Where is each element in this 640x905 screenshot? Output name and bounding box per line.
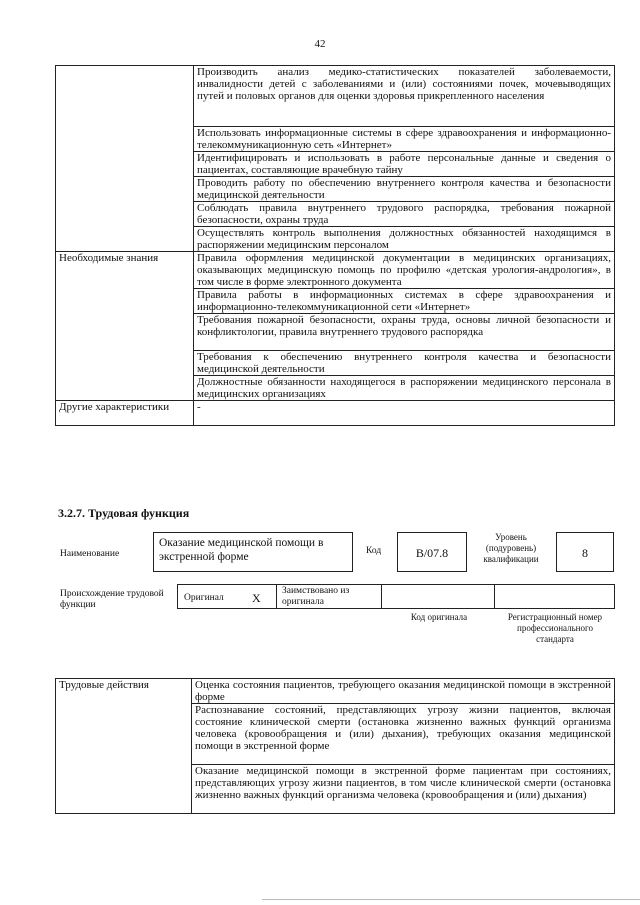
divider	[381, 584, 382, 609]
level-box: 8	[556, 532, 614, 572]
table-cell-right: Оказание медицинской помощи в экстренной форме пациентам при состояниях, представляющих угрозу жизни пациентов, в том числе клинической смерти (остановка жизненно важных функций организма человека (кровообращения и (или) дыхания)	[192, 765, 615, 814]
level-label: Уровень (подуровень) квалификации	[483, 532, 539, 564]
skills-knowledge-table	[55, 65, 615, 426]
table-cell-left	[56, 66, 194, 252]
table-cell-right: Оценка состояния пациентов, требующего оказания медицинской помощи в экстренной форме	[192, 679, 615, 704]
borrowed-label: Заимствовано из оригинала	[282, 586, 350, 607]
original-label: Оригинал	[184, 593, 224, 603]
table-cell-left: Необходимые знания	[56, 252, 194, 401]
table-cell-right: Правила работы в информационных системах в сфере здравоохранения и информационно-телекоммуникационной сети «Интернет»	[194, 289, 615, 314]
table-cell-right: Правила оформления медицинской документации в медицинских организациях, оказывающих медицинскую помощь по профилю «детская урология-андрология», в том числе в форме электронного документа	[194, 252, 615, 289]
table-cell-right: Соблюдать правила внутреннего трудового распорядка, требования пожарной безопасности, охраны труда	[194, 202, 615, 227]
table-row	[56, 679, 615, 704]
table-row	[56, 401, 615, 426]
table-cell-left: Трудовые действия	[56, 679, 192, 814]
function-name-box: Оказание медицинской помощи в экстренной форме	[153, 532, 353, 572]
table-cell-right: -	[194, 401, 615, 426]
section-title: 3.2.7. Трудовая функция	[58, 506, 190, 520]
origin-label: Происхождение трудовой функции	[60, 589, 164, 610]
code-label: Код	[366, 546, 382, 556]
reg-number-label: Регистрационный номер профессионального стандарта	[507, 612, 603, 644]
labor-actions-table	[55, 678, 615, 814]
table-cell-right: Требования к обеспечению внутреннего контроля качества и безопасности медицинской деятельности	[194, 351, 615, 376]
table-cell-right: Требования пожарной безопасности, охраны труда, основы личной безопасности и конфликтологии, правила внутреннего трудового распорядка	[194, 314, 615, 351]
code-original-label: Код оригинала	[410, 612, 468, 622]
table-cell-right: Производить анализ медико-статистических показателей заболеваемости, инвалидности детей с заболеваниями и (или) состояниями почек, мочевыводящих путей и половых органов для оценки здоровья прикрепленного населения	[194, 66, 615, 127]
table-cell-right: Распознавание состояний, представляющих угрозу жизни пациентов, включая состояние клинической смерти (остановка жизненно важных функций организма человека (кровообращения и (или) дыхания), требующих оказания медицинской помощи в экстренной форме	[192, 704, 615, 765]
table-cell-right: Идентифицировать и использовать в работе персональные данные и сведения о пациентах, составляющие врачебную тайну	[194, 152, 615, 177]
divider	[276, 584, 277, 609]
origin-row	[177, 584, 615, 609]
table-cell-left: Другие характеристики	[56, 401, 194, 426]
code-box: B/07.8	[397, 532, 467, 572]
name-label: Наименование	[60, 549, 120, 559]
table-cell-right: Проводить работу по обеспечению внутреннего контроля качества и безопасности медицинской деятельности	[194, 177, 615, 202]
table-row	[56, 66, 615, 127]
table-cell-right: Должностные обязанности находящегося в распоряжении медицинского персонала в медицинских организациях	[194, 376, 615, 401]
original-mark: X	[252, 591, 261, 605]
divider	[494, 584, 495, 609]
page-number: 42	[314, 38, 326, 50]
scan-edge-line	[262, 899, 640, 900]
table-row	[56, 252, 615, 289]
table-cell-right: Использовать информационные системы в сфере здравоохранения и информационно-телекоммуникационную сеть «Интернет»	[194, 127, 615, 152]
table-cell-right: Осуществлять контроль выполнения должностных обязанностей находящимся в распоряжении медицинским персоналом	[194, 227, 615, 252]
